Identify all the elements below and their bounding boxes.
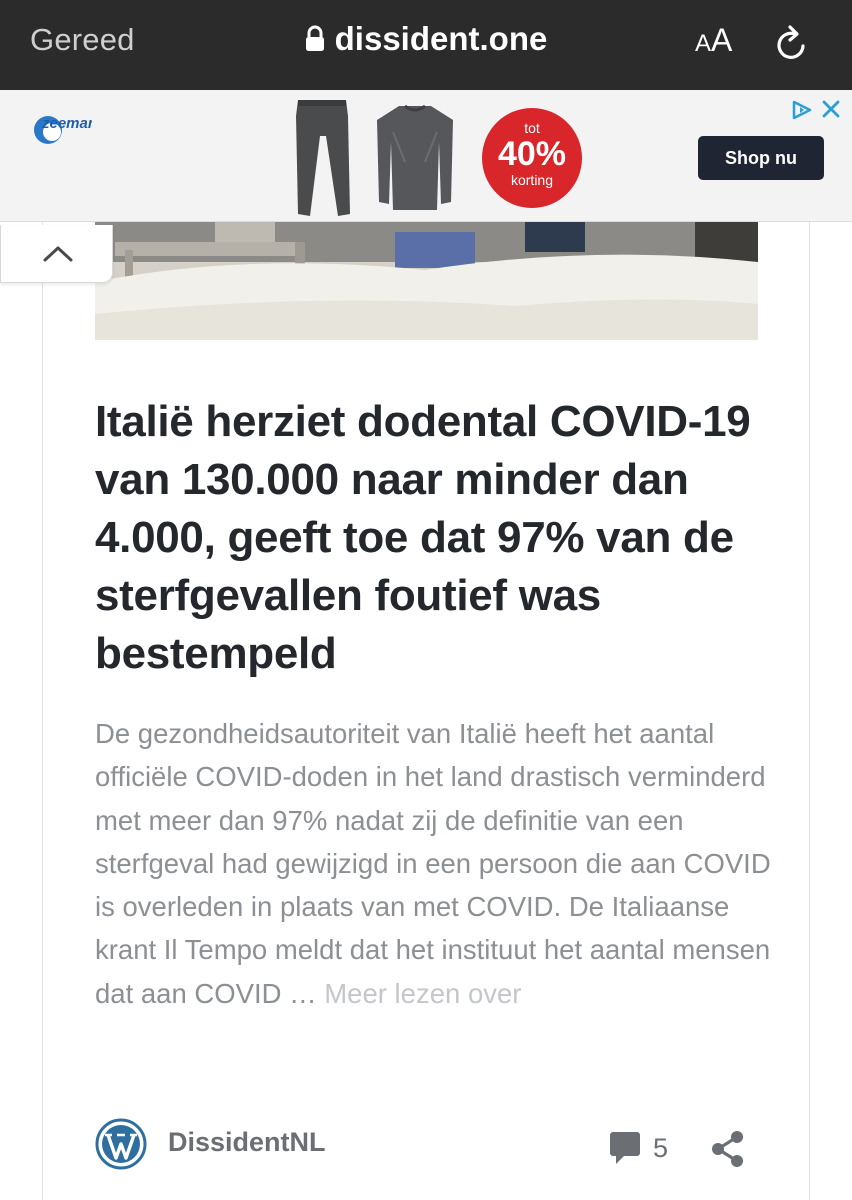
read-more-link[interactable]: Meer lezen over	[324, 977, 522, 1009]
author-link[interactable]: DissidentNL	[168, 1127, 326, 1157]
wordpress-icon[interactable]	[95, 1118, 147, 1175]
shop-now-button[interactable]: Shop nu	[698, 136, 824, 180]
chevron-up-icon	[42, 243, 74, 265]
discount-badge: tot 40% korting	[482, 108, 582, 208]
share-icon[interactable]	[710, 1130, 746, 1173]
collapse-ad-button[interactable]	[0, 225, 113, 283]
article-hero-image[interactable]	[95, 222, 758, 340]
pants-image	[290, 96, 356, 222]
excerpt-text: De gezondheidsautoriteit van Italië heeft het aantal officiële COVID-doden in het land drastisch verminderd met meer dan 97% nadat zij de definitie van een sterfgeval had gewijzigd in een persoon die aan COVID is overleden in plaats van met COVID. De Italiaanse krant Il Tempo meldt dat het instituut het aantal mensen dat aan COVID …	[95, 718, 771, 1009]
reload-icon[interactable]	[775, 22, 811, 67]
done-button[interactable]: Gereed	[30, 22, 135, 57]
lock-icon	[305, 22, 325, 60]
text-size-button[interactable]: AA	[695, 22, 733, 58]
shirt-image	[375, 102, 455, 217]
svg-text:zeeman: zeeman	[42, 115, 92, 132]
article-card	[42, 222, 810, 1200]
adchoices-icon[interactable]	[790, 96, 848, 133]
comment-icon[interactable]	[608, 1130, 642, 1171]
url-text: dissident.one	[334, 20, 548, 57]
brand-logo	[28, 108, 92, 153]
comment-count[interactable]: 5	[653, 1133, 669, 1163]
article-excerpt	[95, 712, 775, 1015]
browser-toolbar	[0, 0, 852, 90]
article-title[interactable]: Italië herziet dodental COVID-19 van 130.000 naar minder dan 4.000, geeft toe dat 97% van de sterfgevallen foutief was bestempeld	[95, 397, 751, 678]
ad-banner[interactable]	[0, 90, 852, 222]
